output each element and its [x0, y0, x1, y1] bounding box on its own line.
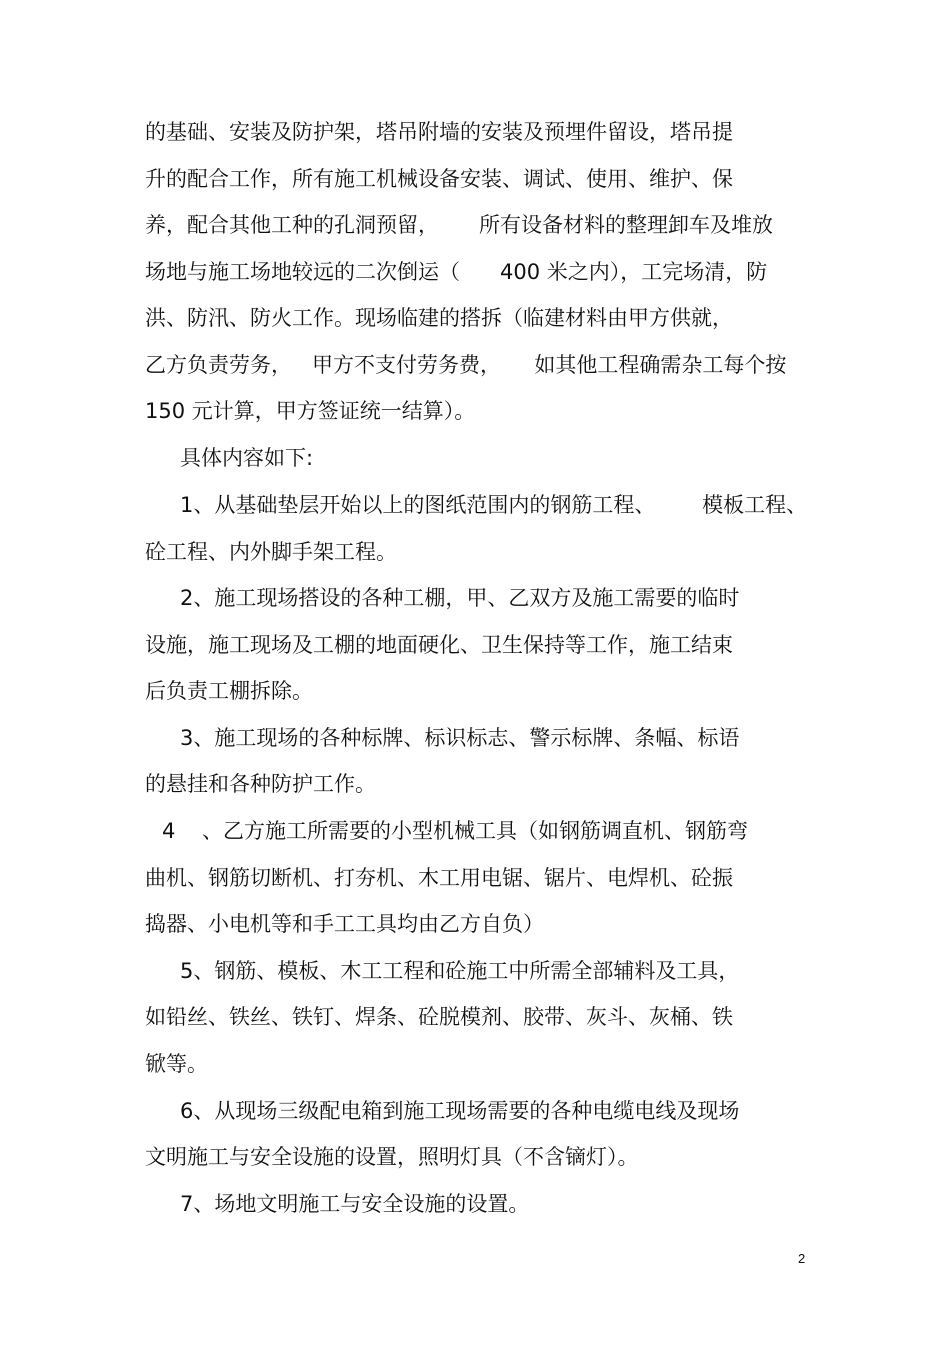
item-3-line-2: 的悬挂和各种防护工作。 [145, 772, 376, 796]
text-line-2: 升的配合工作，所有施工机械设备安装、调试、使用、维护、保 [145, 167, 733, 191]
item-5-line-3: 锨等。 [145, 1052, 208, 1076]
item-7-line-1: 7、场地文明施工与安全设施的设置。 [180, 1192, 530, 1216]
item-2-line-1: 2、施工现场搭设的各种工棚，甲、乙双方及施工需要的临时 [180, 586, 740, 610]
text-line-3: 养，配合其他工种的孔洞预留， 所有设备材料的整理卸车及堆放 [145, 213, 774, 237]
item-1-line-2: 砼工程、内外脚手架工程。 [145, 540, 397, 564]
text-line-1: 的基础、安装及防护架，塔吊附墙的安装及预埋件留设，塔吊提 [145, 120, 733, 144]
text-line-4: 场地与施工场地较远的二次倒运（ 400 米之内），工完场清，防 [145, 260, 768, 284]
item-1-line-1: 1、从基础垫层开始以上的图纸范围内的钢筋工程、 模板工程、 [180, 493, 808, 517]
item-4-line-2: 曲机、钢筋切断机、打夯机、木工用电锯、锯片、电焊机、砼振 [145, 866, 733, 890]
text-line-7: 150 元计算，甲方签证统一结算）。 [145, 399, 476, 423]
page-number: 2 [798, 1251, 806, 1266]
text-line-6: 乙方负责劳务， 甲方不支付劳务费， 如其他工程确需杂工每个按 [145, 353, 787, 377]
item-4-line-1: 4 、乙方施工所需要的小型机械工具（如钢筋调直机、钢筋弯 [162, 819, 749, 843]
item-6-line-2: 文明施工与安全设施的设置，照明灯具（不含镝灯）。 [145, 1145, 639, 1169]
item-6-line-1: 6、从现场三级配电箱到施工现场需要的各种电缆电线及现场 [180, 1099, 740, 1123]
item-3-line-1: 3、施工现场的各种标牌、标识标志、警示标牌、条幅、标语 [180, 726, 740, 750]
text-line-5: 洪、防汛、防火工作。现场临建的搭拆（临建材料由甲方供就， [145, 306, 733, 330]
item-5-line-1: 5、钢筋、模板、木工工程和砼施工中所需全部辅料及工具， [180, 959, 740, 983]
item-2-line-3: 后负责工棚拆除。 [145, 679, 313, 703]
item-5-line-2: 如铅丝、铁丝、铁钉、焊条、砼脱模剂、胶带、灰斗、灰桶、铁 [145, 1005, 733, 1029]
item-4-line-3: 捣器、小电机等和手工工具均由乙方自负） [145, 912, 544, 936]
section-heading: 具体内容如下: [180, 446, 314, 470]
item-2-line-2: 设施，施工现场及工棚的地面硬化、卫生保持等工作，施工结束 [145, 633, 733, 657]
